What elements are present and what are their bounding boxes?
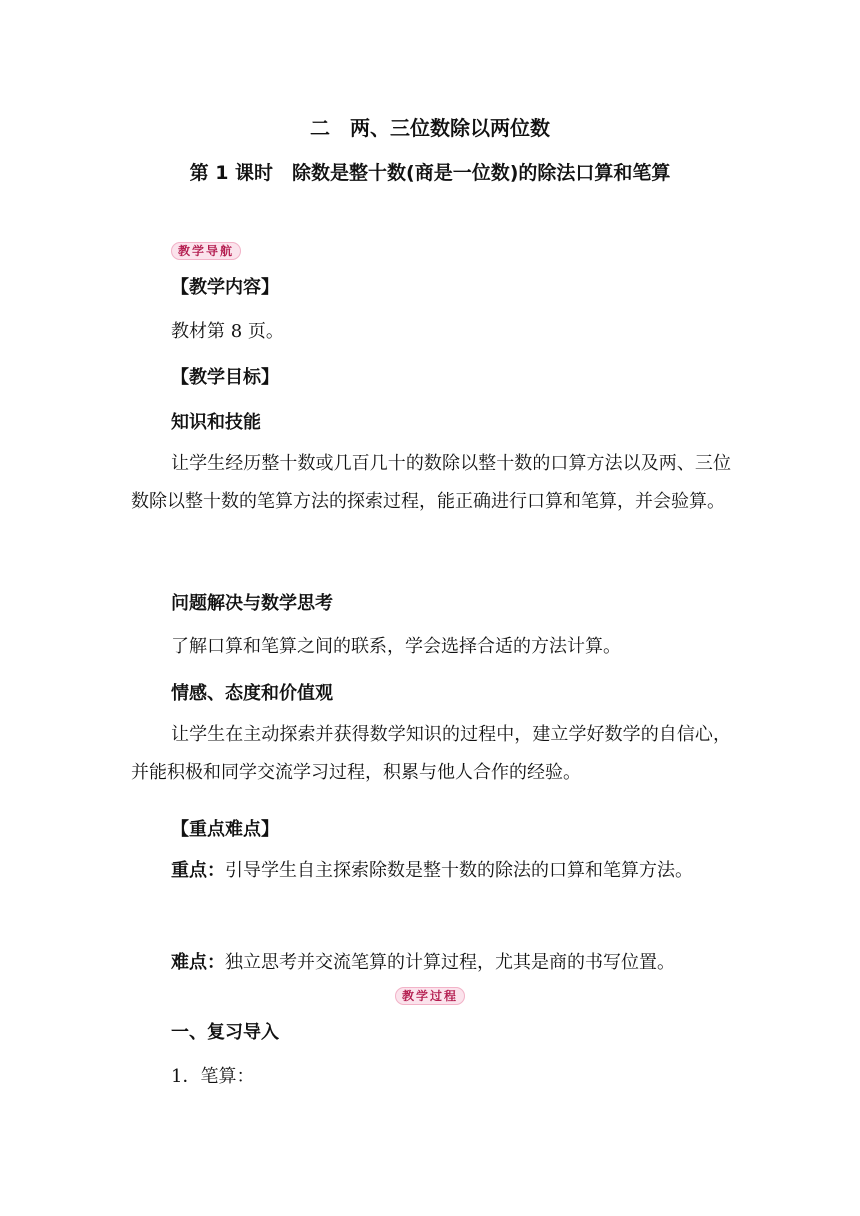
difficult-label: 难点： bbox=[171, 952, 225, 973]
difficult-text: 独立思考并交流笔算的计算过程，尤其是商的书写位置。 bbox=[225, 952, 675, 973]
goals-heading: 【教学目标】 bbox=[171, 367, 279, 388]
knowledge-heading: 知识和技能 bbox=[171, 412, 261, 433]
key-label: 重点： bbox=[171, 860, 225, 881]
badge-teaching-process bbox=[0, 985, 860, 1004]
content-heading: 【教学内容】 bbox=[171, 277, 279, 298]
problem-text: 了解口算和笔算之间的联系，学会选择合适的方法计算。 bbox=[171, 636, 621, 657]
badge-label: 教学过程 bbox=[395, 987, 465, 1005]
badge-label: 教学导航 bbox=[171, 242, 241, 260]
keypoints-heading: 【重点难点】 bbox=[171, 819, 279, 840]
emotion-heading: 情感、态度和价值观 bbox=[171, 683, 333, 704]
problem-heading: 问题解决与数学思考 bbox=[171, 593, 333, 614]
key-text: 引导学生自主探索除数是整十数的除法的口算和笔算方法。 bbox=[225, 860, 693, 881]
content-text: 教材第 8 页。 bbox=[171, 321, 284, 342]
knowledge-paragraph: 让学生经历整十数或几百几十的数除以整十数的口算方法以及两、三位数除以整十数的笔算方法的探索过程，能正确进行口算和笔算，并会验算。 bbox=[131, 453, 731, 512]
item-1: 1．笔算： bbox=[171, 1066, 255, 1087]
review-heading: 一、复习导入 bbox=[171, 1022, 279, 1043]
chapter-title: 二 两、三位数除以两位数 bbox=[310, 116, 550, 140]
lesson-title: 第 1 课时 除数是整十数(商是一位数)的除法口算和笔算 bbox=[189, 162, 671, 184]
key-paragraph bbox=[131, 852, 731, 890]
emotion-paragraph: 让学生在主动探索并获得数学知识的过程中，建立学好数学的自信心，并能积极和同学交流学习过程，积累与他人合作的经验。 bbox=[131, 724, 731, 783]
difficult-paragraph bbox=[171, 944, 675, 982]
badge-teaching-nav bbox=[171, 240, 241, 259]
